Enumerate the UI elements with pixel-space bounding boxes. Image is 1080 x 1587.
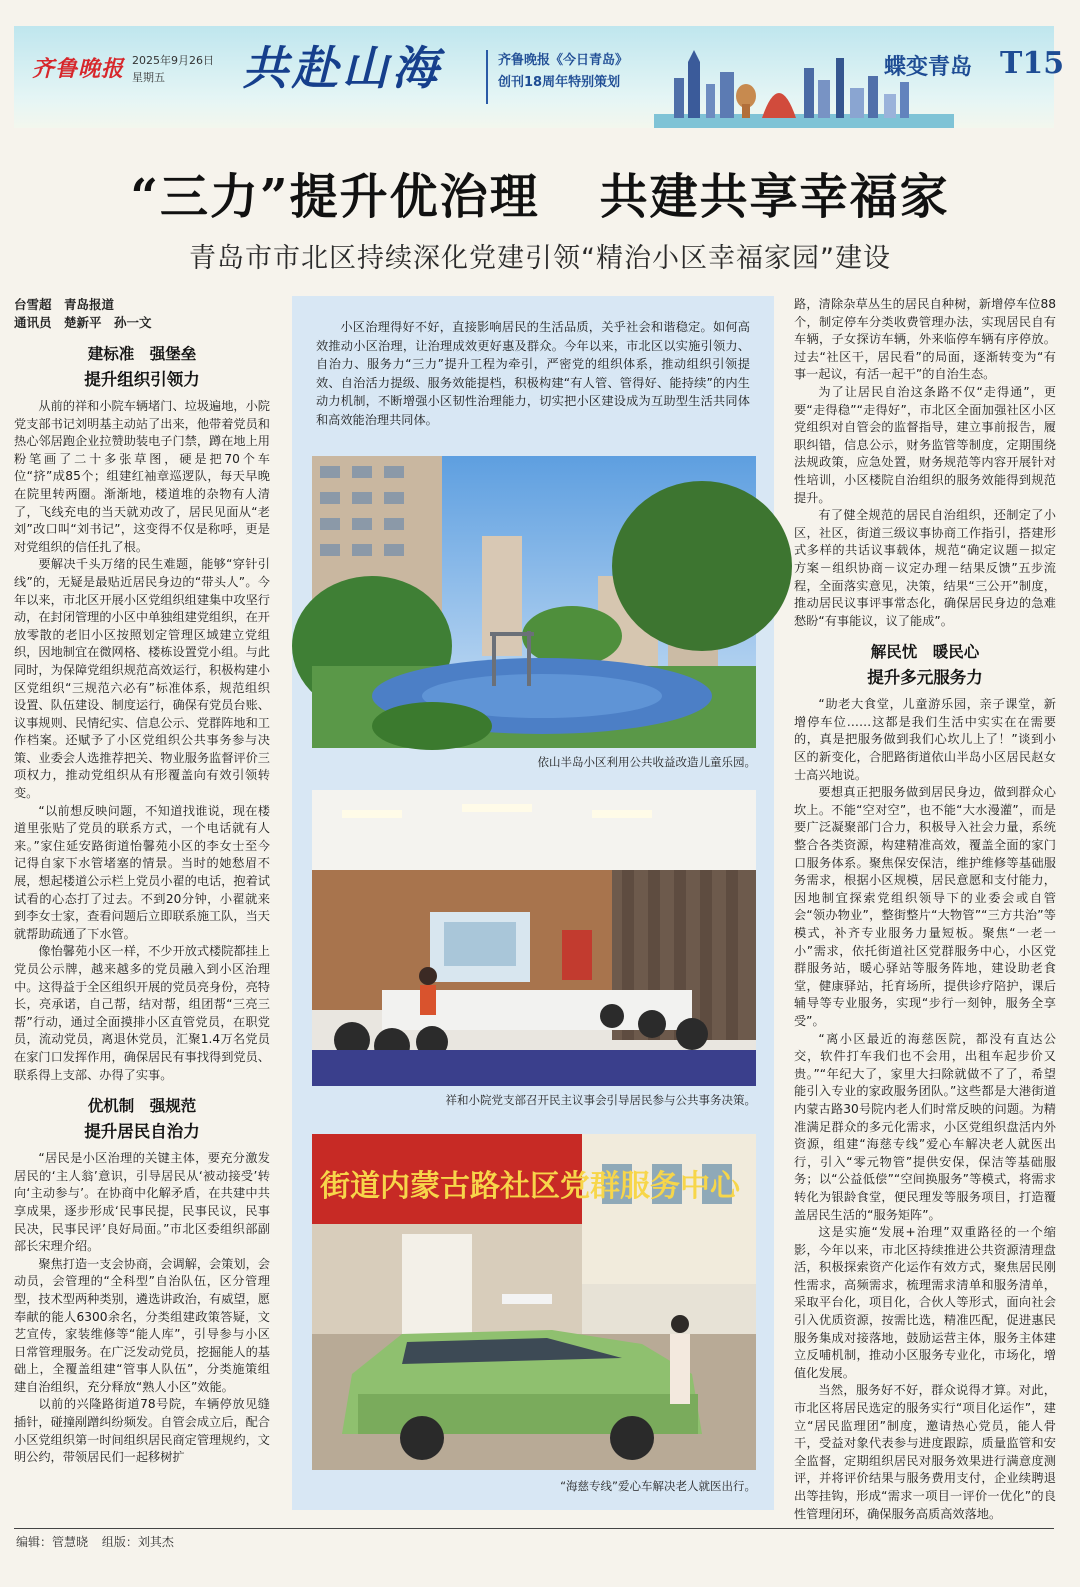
paragraph: 要想真正把服务做到居民身边，做到群众心坎上。不能“空对空”，也不能“大水漫灌”，而是要广泛凝聚部门合力，积极导入社会力量，系统整合各类资源，构建精准高效，覆盖全面的家门口服务体系。聚焦保安保洁，维护维修等基础服务需求，根据小区规模，居民意愿和支付能力，因地制宜探索党组织领导下的业委会或自管会“领办物业”，整街整片“大物管”“三方共治”等模式，补齐专业服务力量短板。聚焦“一老一小”需求，依托街道社区党群服务中心，小区党群服务站，暖心驿站等服务阵地，建设助老食堂，健康驿站，托育场所，提供诊疗陪护，课后辅导等专业服务，实现“步行一刻钟，服务全享受”。	[794, 785, 1056, 1028]
paragraph: 要解决千头万绪的民生难题，能够“穿针引线”的，无疑是最贴近居民身边的“带头人”。今年以来，市北区开展小区党组织组建集中攻坚行动，在封闭管理的小区中单独组建党组织，在开放零散的老旧小区按照划定管理区域建立党组织，因地制宜在微网格、楼栋设置党小组。与此同时，为保障党组织规范高效运行，积极构建小区党组织“三规范六必有”标准体系，规范组织设置、队伍建设、制度运行，确保有党员台账、议事规则、民情纪实、信息公示、党群阵地和工作档案。还赋予了小区党组织公共事务参与决策、业委会人选推荐把关、物业服务监督评价三项权力，推动党组织从有形覆盖向有效引领转变。	[14, 557, 270, 801]
paragraph: “助老大食堂，儿童游乐园，亲子课堂，新增停车位……这都是我们生活中实实在在需要的，真是把服务做到我们心坎儿上了！”谈到小区的新变化，合肥路街道依山半岛小区居民赵女士高兴地说。	[794, 697, 1056, 782]
masthead-subtitle	[498, 50, 628, 94]
paragraph: 有了健全规范的居民自治组织，还制定了小区，社区，街道三级议事协商工作指引，搭建形式多样的共话议事载体，规范“确定议题－拟定方案－组织协商－议定办理－结果反馈”五步流程，全面落实意见，决策，结果“三公开”制度，推动居民议事评事常态化，确保居民身边的急难愁盼“有事能议，议了能成”。	[794, 508, 1056, 628]
footer-credits	[16, 1533, 184, 1550]
section-heading-1	[14, 342, 270, 392]
service-center-sign-text: 街道内蒙古路社区党群服务中心	[320, 1169, 740, 1204]
designer-credit: 组版：刘其杰	[101, 1535, 174, 1549]
section-3-subtitle: 提升多元服务力	[867, 668, 983, 688]
paragraph: “离小区最近的海慈医院，都没有直达公交，软件打车我们也不会用，出租车起步价又贵。”“年纪大了，家里大扫除就做不了了，希望能引入专业的家政服务团队。”这些都是大港街道内蒙古路30号院内老人们时常反映的问题。为精准满足群众的多元化需求，小区党组织盘活内外资源，组建“海慈专线”爱心车解决老人就医出行，引入“零元物管”提供安保，保洁等基础服务；以“公益低偿”“空间换服务”等模式，将需求转化为银龄食堂，便民理发等服务项目，打造覆盖居民生活的“服务矩阵”。	[794, 1031, 1056, 1222]
right-article-column	[794, 296, 1056, 1526]
sub-headline: 青岛市市北区持续深化党建引领“精治小区幸福家园”建设	[189, 243, 891, 274]
playground-photo-image	[312, 456, 756, 748]
issue-date	[132, 52, 214, 86]
photo-playground	[312, 456, 756, 748]
footer-rule	[14, 1528, 1054, 1529]
section-1-subtitle: 提升组织引领力	[84, 370, 200, 389]
masthead-divider	[486, 50, 488, 104]
meeting-photo-image	[312, 790, 756, 1086]
left-article-column	[14, 296, 270, 1526]
weekday-text: 星期五	[132, 71, 165, 84]
page-number: T15	[1000, 46, 1065, 81]
photo-taxi	[312, 1134, 756, 1470]
date-text: 2025年9月26日	[132, 54, 214, 67]
center-feature-panel	[292, 296, 774, 1510]
main-headline	[0, 158, 1080, 227]
paragraph: 这是实施“发展+治理”双重路径的一个缩影，今年以来，市北区持续推进公共资源清理盘活，积极探索资产化运作有效方式，聚焦居民刚性需求，高频需求，梳理需求清单和服务清单，采取平台化，项目化，合伙人等形式，面向社会引入优质资源，按需比选，精准匹配，促进惠民服务集成对接落地，鼓励运营主体，服务主体建立反哺机制，推动小区服务专业化，市场化，增值化发展。	[794, 1225, 1056, 1380]
headline-part-2: 共建共享幸福家	[599, 169, 950, 225]
paragraph: 像怡馨苑小区一样，不少开放式楼院都挂上党员公示牌，越来越多的党员融入到小区治理中。这得益于全区组织开展的党员亮身份，亮特长，亮承诺，自己帮，结对帮，组团帮“三亮三帮”行动，通过全面摸排小区直管党员，在职党员，流动党员，离退休党员，汇聚1.4万名党员在家门口发挥作用，确保居民有事找得到党员、联系得上支部、办得了实事。	[14, 944, 270, 1082]
masthead-title: 共赴山海	[242, 41, 442, 95]
taxi-photo-image	[312, 1134, 756, 1470]
intro-paragraph: 小区治理得好不好，直接影响居民的生活品质，关乎社会和谐稳定。如何高效推动小区治理，让治理成效更好惠及群众。今年以来，市北区以实施引领力、自治力、服务力“三力”提升工程为牵引，严密党的组织体系，推动组织引领提效、自治活力提级、服务效能提档，积极构建“有人管、管得好、能持续”的内生动力机制，不断增强小区韧性治理能力，切实把小区建设成为互助型生活共同体和高效能治理共同体。	[316, 320, 750, 427]
editor-credit: 编辑：管慧晓	[16, 1535, 89, 1549]
section-2-title: 优机制 强规范	[87, 1097, 197, 1116]
paragraph: 为了让居民自治这条路不仅“走得通”，更要“走得稳”“走得好”，市北区全面加强社区小区党组织对自管会的监督指导，建立事前报告，履职纠错，信息公示，财务监管等制度，定期围绕法规政策，应急处置，财务规范等内容开展针对性培训，小区楼院自治组织的服务效能得到规范提升。	[794, 384, 1056, 505]
paper-logo: 齐鲁晚报	[32, 56, 125, 82]
section-3-title: 解民忧 暖民心	[870, 643, 980, 662]
paragraph: 聚焦打造一支会协商，会调解，会策划，会动员，会管理的“全科型”自治队伍，区分管理型，技术型两种类别，遴选讲政治，有威望，愿奉献的能人6300余名，分类组建政策答疑，文艺宣传，家装维修等“能人库”，引导参与小区日常管理服务。在广泛发动党员，挖掘能人的基础上，全覆盖组建“管事人队伍”，分类施策组建自治组织，充分释放“熟人小区”效能。	[14, 1256, 270, 1394]
byline-reporter: 台雪超 青岛报道	[14, 297, 115, 312]
paragraph: 当然，服务好不好，群众说得才算。对此，市北区将居民选定的服务实行“项目化运作”，建立“居民监理团”制度，邀请热心党员，能人骨干，受益对象代表参与进度跟踪，质量监管和安全监督，定期组织居民对服务效果进行满意度测评，并将评价结果与服务费用支付，企业续聘退出等挂钩，形成“需求一项目一评价一优化”的良性管理闭环，确保服务高质高效落地。	[794, 1383, 1056, 1521]
photo-caption-3: “海慈专线”爱心车解决老人就医出行。	[560, 1479, 756, 1493]
photo-caption-1: 依山半岛小区利用公共收益改造儿童乐园。	[537, 755, 756, 769]
section-heading-3	[794, 640, 1056, 690]
section-name: 蝶变青岛	[884, 54, 973, 80]
paragraph: 以前的兴隆路街道78号院，车辆停放见缝插针，碰撞剐蹭纠纷频发。自管会成立后，配合小区党组织第一时间组织居民商定管理规约，文明公约，带领居民们一起移树扩	[14, 1397, 270, 1465]
section-heading-2	[14, 1094, 270, 1144]
byline-correspondents: 通讯员 楚新平 孙一文	[14, 315, 152, 330]
section-1-title: 建标准 强堡垒	[87, 345, 197, 363]
photo-caption-2: 祥和小院党支部召开民主议事会引导居民参与公共事务决策。	[445, 1093, 756, 1107]
photo-meeting	[312, 790, 756, 1086]
paragraph: “以前想反映问题，不知道找谁说，现在楼道里张贴了党员的联系方式，一个电话就有人来。”家住延安路街道怡馨苑小区的李女士至今记得自家下水管堵塞的情景。当时的她愁眉不展，想起楼道公示栏上党员小翟的电话，抱着试试看的心态打了过去。不到20分钟，小翟就来到李女士家，查看问题后立即联系施工队，当天就帮助疏通了下水管。	[14, 803, 270, 941]
masthead	[14, 26, 1065, 128]
section-2-subtitle: 提升居民自治力	[84, 1122, 200, 1142]
paragraph: 路，清除杂草丛生的居民自种树，新增停车位88个，制定停车分类收费管理办法，实现居民自有车辆，子女探访车辆，外来临停车辆有序停放。过去“社区干，居民看”的局面，逐渐转变为“有事一起议，有活一起干”的自治生态。	[794, 297, 1056, 382]
subtitle-line-2: 创刊18周年特别策划	[498, 75, 621, 90]
headline-part-1: “三力”提升优治理	[130, 169, 540, 225]
subtitle-line-1: 齐鲁晚报《今日青岛》	[498, 53, 629, 68]
paragraph: 从前的祥和小院车辆堵门、垃圾遍地，小院党支部书记刘明基主动站了出来，他带着党员和热心邻居跑企业拉赞助装电子门禁，蹲在地上用粉笔画了二十多张草图，硬是把70个车位“挤”成85个；组建红袖章巡逻队，每天早晚在院里转两圈。渐渐地，楼道堆的杂物有人清了，飞线充电的当天就劝改了，居民见面从“老刘”改口叫“刘书记”，这变得不仅是称呼，更是对党组织的信任扎了根。	[14, 399, 270, 554]
paragraph: “居民是小区治理的关键主体，要充分激发居民的‘主人翁’意识，引导居民从‘被动接受’转向‘主动参与’。在协商中化解矛盾，在共建中共享成果，逐步形成‘民事民提，民事民议，民事民决，民事民评’良好局面。”市北区委组织部副部长宋理介绍。	[14, 1151, 270, 1254]
